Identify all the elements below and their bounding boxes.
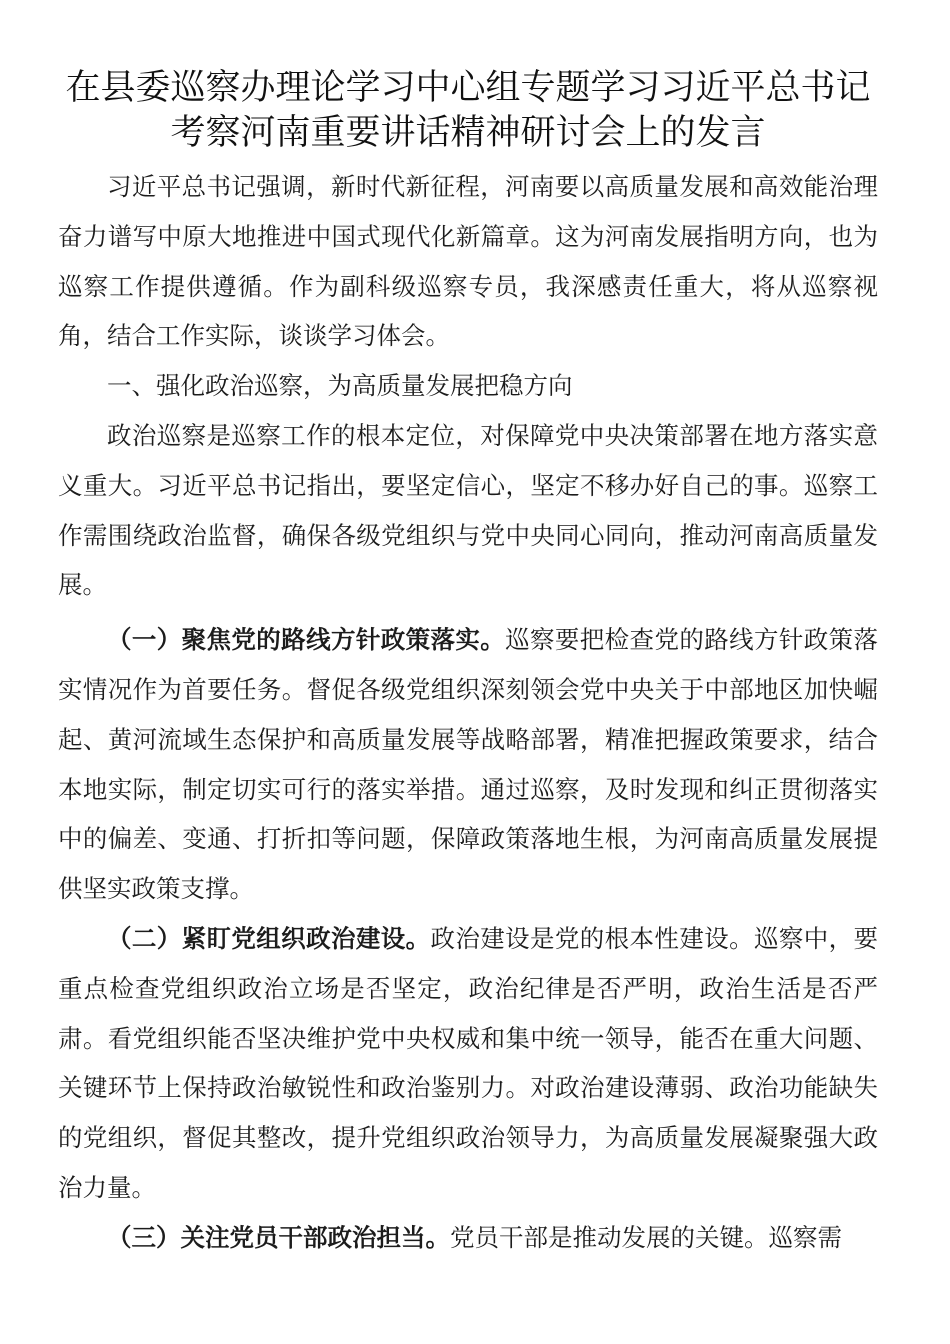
paragraph-text: 党员干部是推动发展的关键。巡察需 — [450, 1222, 842, 1252]
subsection-paragraph-2 — [58, 914, 878, 1213]
document-body — [58, 162, 878, 1263]
paragraph-text: 政治巡察是巡察工作的根本定位，对保障党中央决策部署在地方落实意义重大。习近平总书记指出，要坚定信心，坚定不移办好自己的事。巡察工作需围绕政治监督，确保各级党组织与党中央同心同向，推动河南高质量发展。 — [58, 420, 878, 600]
intro-paragraph — [58, 162, 878, 361]
title-line-2: 考察河南重要讲话精神研讨会上的发言 — [170, 113, 766, 153]
section-intro-paragraph — [58, 411, 878, 610]
subsection-heading: （一）聚焦党的路线方针政策落实。 — [107, 625, 506, 655]
subsection-paragraph-3 — [58, 1213, 878, 1263]
paragraph-text: 巡察要把检查党的路线方针政策落实情况作为首要任务。督促各级党组织深刻领会党中央关于中部地区加快崛起、黄河流域生态保护和高质量发展等战略部署，精准把握政策要求，结合本地实际，制定切实可行的落实举措。通过巡察，及时发现和纠正贯彻落实中的偏差、变通、打折扣等问题，保障政策落地生根，为河南高质量发展提供坚实政策支撑。 — [58, 625, 879, 904]
paragraph-text: 习近平总书记强调，新时代新征程，河南要以高质量发展和高效能治理奋力谱写中原大地推进中国式现代化新篇章。这为河南发展指明方向，也为巡察工作提供遵循。作为副科级巡察专员，我深感责任重大，将从巡察视角，结合工作实际，谈谈学习体会。 — [58, 172, 878, 351]
subsection-paragraph-1 — [58, 615, 878, 914]
title-line-1: 在县委巡察办理论学习中心组专题学习习近平总书记 — [65, 68, 871, 108]
paragraph-text: 一、强化政治巡察，为高质量发展把稳方向 — [107, 371, 573, 401]
subsection-heading: （二）紧盯党组织政治建设。 — [107, 923, 431, 953]
document-title — [58, 66, 878, 156]
section-heading-1 — [58, 361, 878, 411]
paragraph-text: 政治建设是党的根本性建设。巡察中，要重点检查党组织政治立场是否坚定，政治纪律是否严明，政治生活是否严肃。看党组织能否坚决维护党中央权威和集中统一领导，能否在重大问题、关键环节上保持政治敏锐性和政治鉴别力。对政治建设薄弱、政治功能缺失的党组织，督促其整改，提升党组织政治领导力，为高质量发展凝聚强大政治力量。 — [58, 923, 878, 1202]
subsection-heading: （三）关注党员干部政治担当。 — [107, 1222, 450, 1252]
